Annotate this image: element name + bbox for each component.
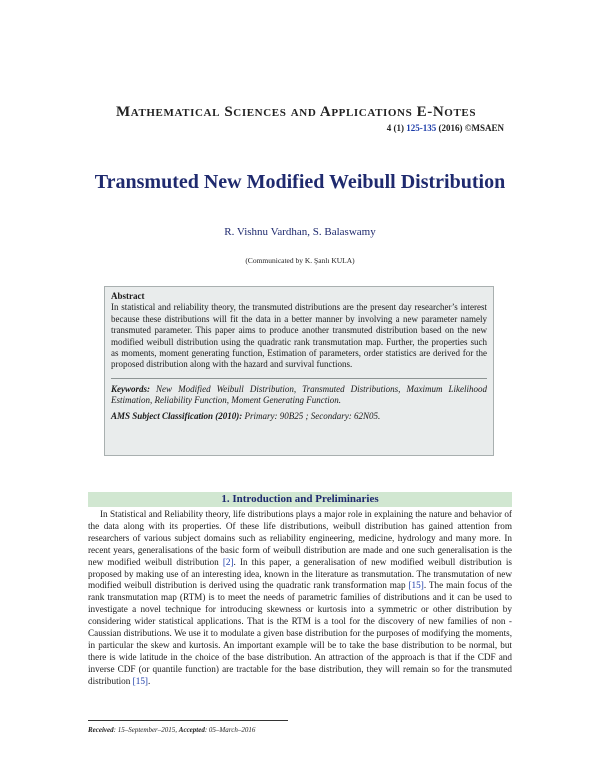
citation-link[interactable]: [15] (408, 580, 424, 591)
abstract-text: In statistical and reliability theory, the transmuted distributions are the present day researcher’s interest because these distributions will fit the data in a better manner by involving a new parameter namely transmuted parameter. This paper aims to produce another transmuted distribution based on the new modified weibull distribution using the quadratic rank transmutation map. Further, the properties such as moments, moment generating function, Estimation of parameters, order statistics are derived for the proposed distribution along with the hazard and survival functions. (111, 302, 487, 370)
accepted-date: : 05–March–2016 (204, 726, 256, 734)
accepted-label: Accepted (178, 726, 205, 734)
abstract (111, 291, 487, 371)
pages-link[interactable]: 125-135 (406, 123, 437, 133)
footnote-rule (88, 720, 288, 721)
keywords-label: Keywords: (111, 383, 150, 394)
abstract-box (104, 286, 494, 456)
ams-label: AMS Subject Classification (2010): (111, 410, 243, 421)
ams-text: Primary: 90B25 ; Secondary: 62N05. (244, 410, 381, 421)
intro-paragraph (88, 509, 512, 688)
intro-text-3: . The main focus of the rank transmutation map (RTM) is to meet the needs of parametric families of distributions and it can be used to investigate a novel technique for introducing skewness or kurtosis into a symmetric or other distribution by considering wider statistical applications. That is the RTM is a tool for the discovery of new families of non - Caussian distributions. We use it to modulate a given base distribution for the purposes of modifying the moments, in particular the skew and kurtosis. An important example will be to take the base distribution to be normal, but there is wide latitude in the choice of the base distribution. An attraction of the approach is that if the CDF and inverse CDF (or quantile function) are tractable for the base distribution, they will remain so for the transmuted distribution (88, 580, 512, 686)
intro-text-2: . In this paper, a generalisation of new modified weibull distribution is proposed by making use of an interesting idea, known in the literature as transmutation. The transmutation of new modified weibull distribution is derived using the quadratic rank transformation map (88, 556, 513, 591)
received-label: Received (88, 726, 114, 734)
copyright: ©MSAEN (464, 123, 504, 133)
received-date: : 15–September–2015, (113, 726, 178, 734)
paper-title: Transmuted New Modified Weibull Distribution (94, 171, 506, 193)
citation-link[interactable]: [2] (222, 556, 234, 567)
footnote (88, 726, 255, 734)
intro-text-1: In Statistical and Reliability theory, life distributions plays a major role in explaining the nature and behavior of the data along with its properties. Of these life distributions, weibull distribution has gained attention from researchers of various subject domains such as reliability engineering, medicine, hydrology and many more. In recent years, generalisations of the basic form of weibull distribution are made and one such generalisation is the new modified weibull distribution (88, 509, 512, 567)
volume: 4 (1) (386, 123, 405, 133)
section-heading: 1. Introduction and Preliminaries (88, 492, 512, 507)
citation-link[interactable]: [15] (132, 675, 148, 686)
divider (111, 378, 487, 379)
communicated-by: (Communicated by K. Şanlı KULA) (245, 256, 355, 265)
keywords-text: New Modified Weibull Distribution, Transmuted Distributions, Maximum Likelihood Estimation, Reliability Function, Moment Generating Function. (111, 383, 487, 406)
abstract-heading: Abstract (111, 291, 145, 301)
year: (2016) (438, 123, 463, 133)
journal-info (387, 123, 504, 133)
ams-classification (111, 411, 487, 422)
keywords (111, 384, 487, 407)
journal-name: Mathematical Sciences and Applications E-Notes (115, 104, 477, 120)
intro-text-4: . (147, 675, 151, 686)
authors: R. Vishnu Vardhan, S. Balaswamy (224, 226, 376, 238)
